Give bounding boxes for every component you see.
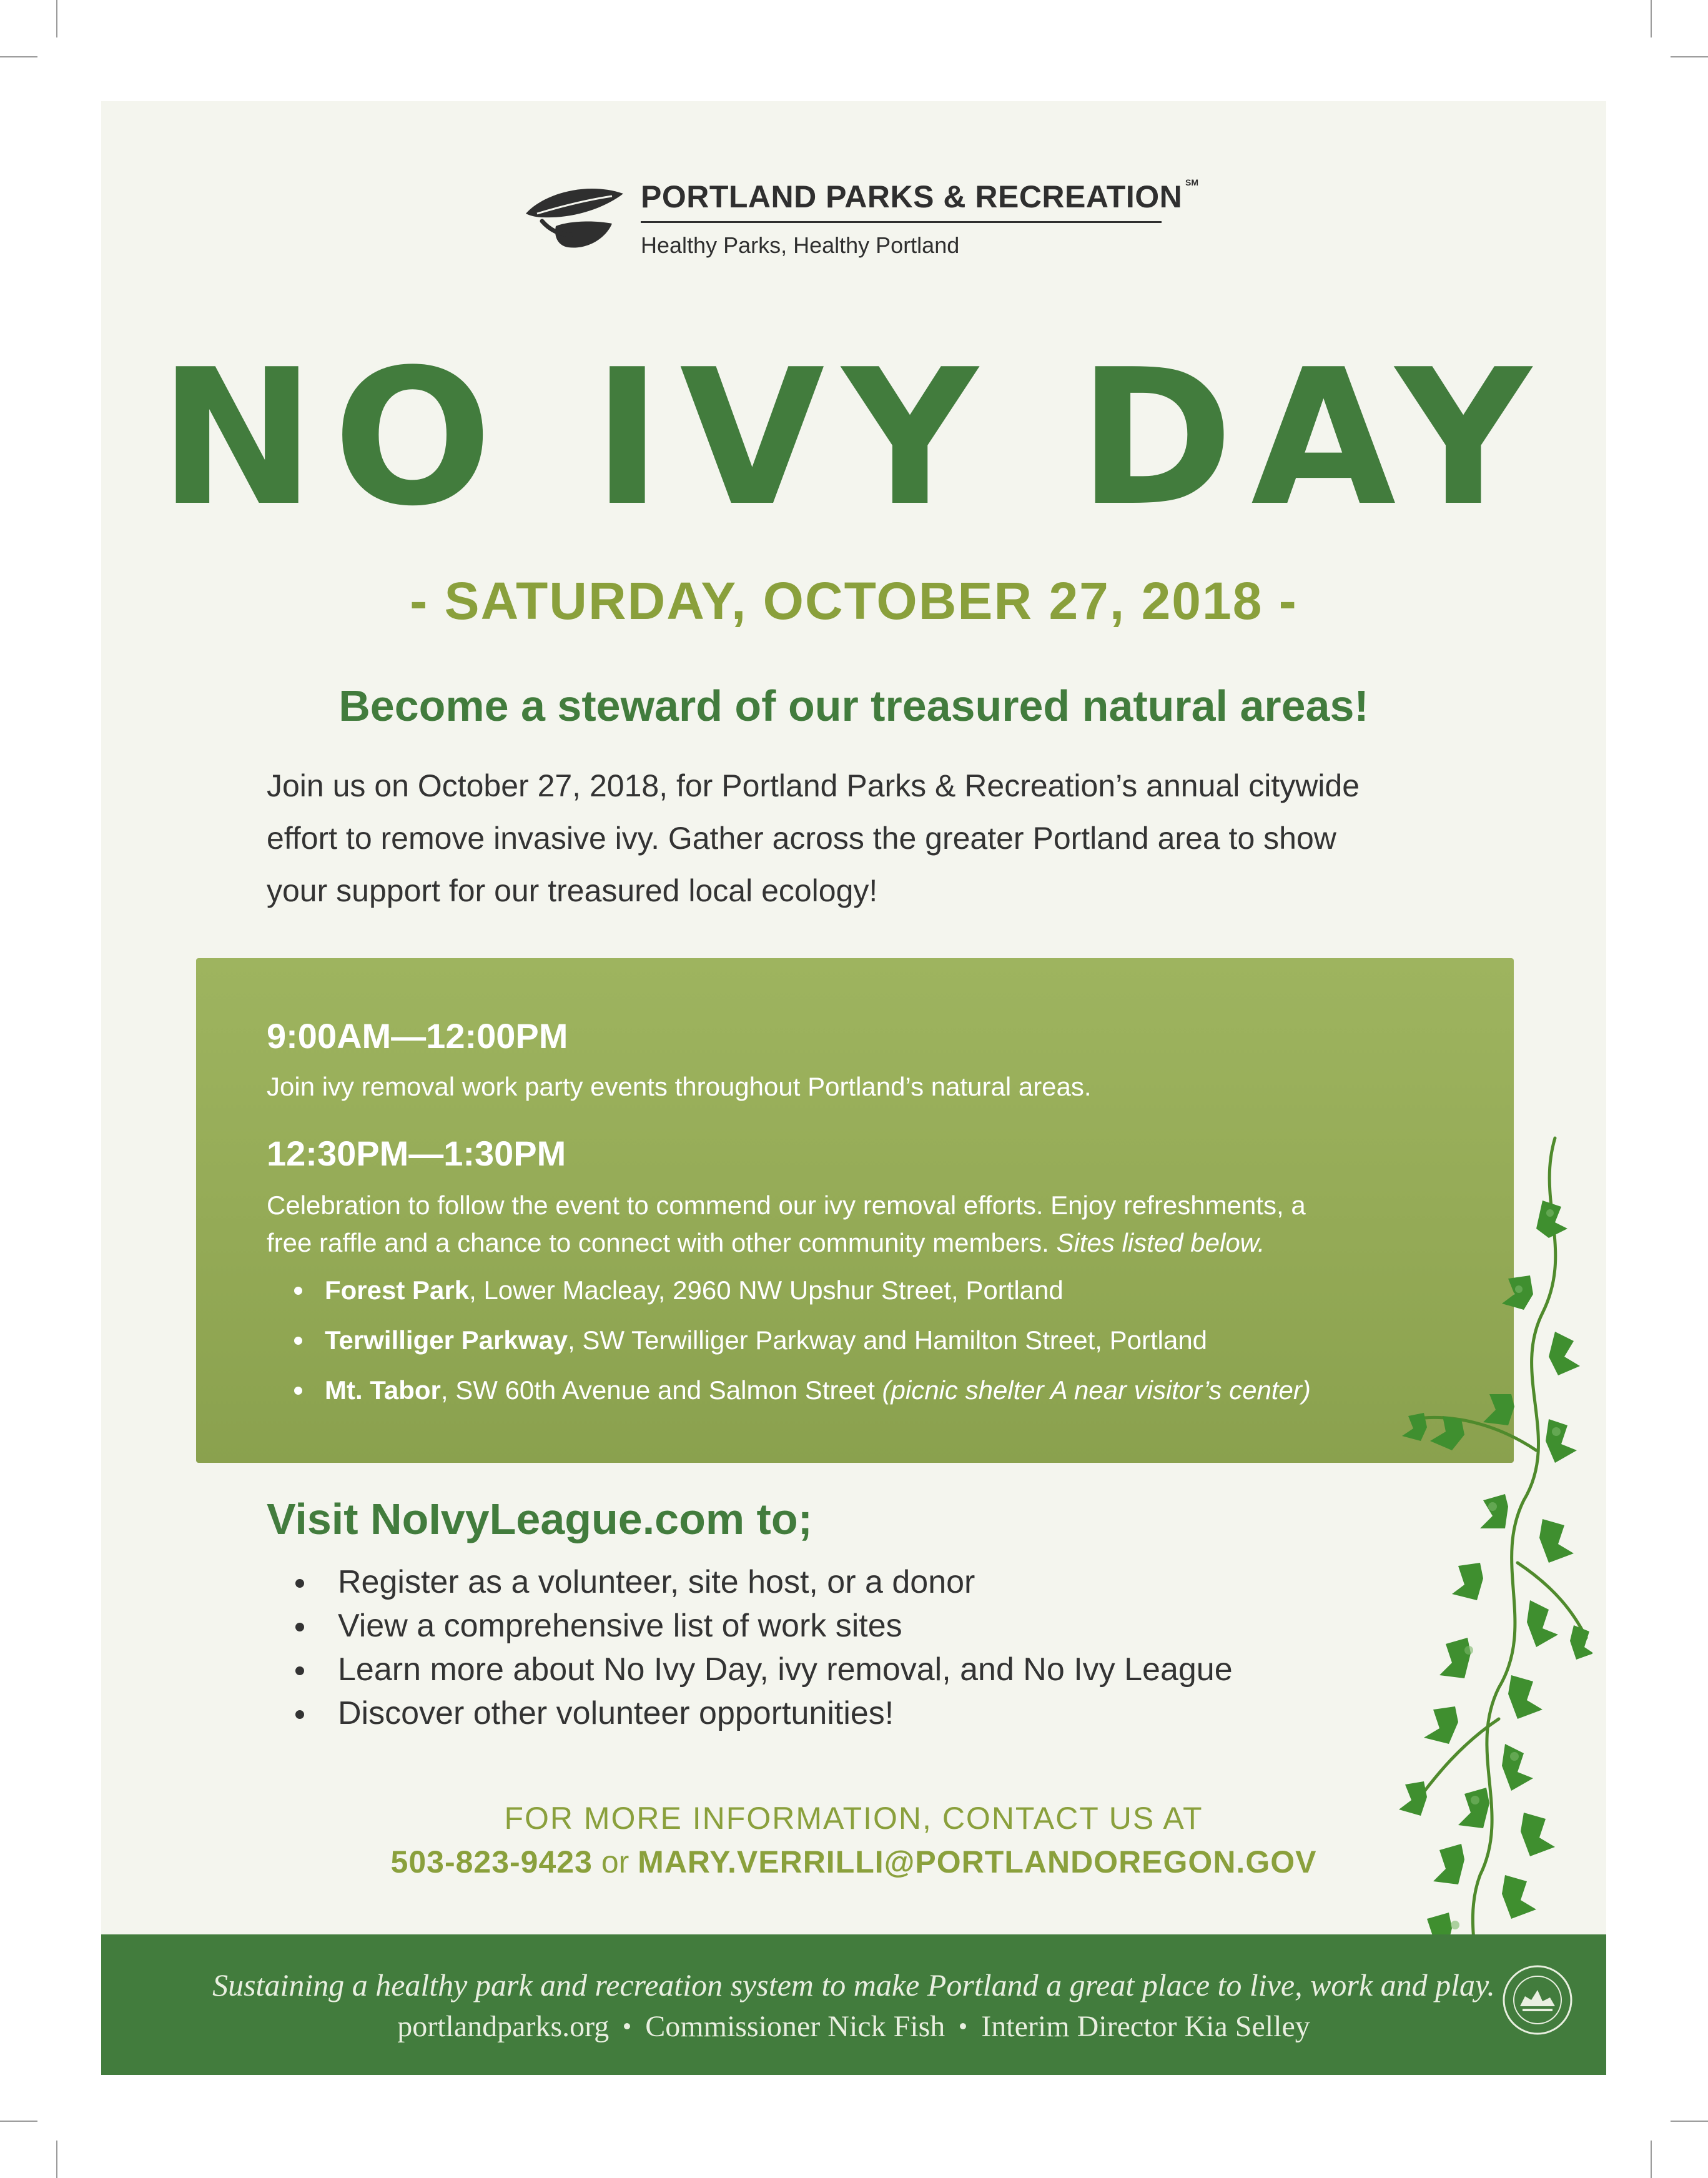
crop-mark: [1671, 56, 1708, 57]
separator-dot: [624, 2023, 630, 2029]
brand-name: PORTLAND PARKS & RECREATION: [641, 179, 1183, 214]
site-item-mt-tabor: [267, 1370, 1311, 1420]
flyer-page: [101, 101, 1606, 2075]
leaf-hands-icon: [518, 182, 631, 257]
intro-line: Join us on October 27, 2018, for Portland Parks & Recreation’s annual citywide: [267, 768, 1360, 803]
footer-website-link[interactable]: portlandparks.org: [397, 2010, 610, 2043]
brand-divider: [641, 221, 1162, 223]
footer-commissioner: Commissioner Nick Fish: [645, 2010, 945, 2043]
event-tagline: Become a steward of our treasured natural areas!: [338, 681, 1369, 730]
site-detail: , SW Terwilliger Parkway and Hamilton Street, Portland: [568, 1325, 1208, 1355]
site-detail: , Lower Macleay, 2960 NW Upshur Street, Portland: [469, 1275, 1064, 1305]
footer-director: Interim Director Kia Selley: [981, 2010, 1310, 2043]
footer-bar: [101, 1934, 1606, 2075]
list-item: Register as a volunteer, site host, or a donor: [267, 1560, 1233, 1604]
session-1-time: 9:00AM—12:00PM: [267, 1016, 568, 1056]
event-title: NO IVY DAY: [159, 329, 1549, 547]
contact-phone[interactable]: 503-823-9423: [390, 1844, 593, 1879]
crop-mark: [0, 2121, 37, 2122]
separator-dot: [960, 2023, 966, 2029]
schedule-box: [196, 958, 1514, 1463]
ivy-vine-icon: [1386, 1126, 1592, 2019]
contact-heading: FOR MORE INFORMATION, CONTACT US AT: [504, 1801, 1203, 1836]
contact-email[interactable]: MARY.VERRILLI@PORTLANDOREGON.GOV: [638, 1844, 1317, 1879]
site-name: Forest Park: [325, 1275, 470, 1305]
site-name: Terwilliger Parkway: [325, 1325, 568, 1355]
site-item-terwilliger: [267, 1320, 1311, 1370]
crop-mark: [56, 0, 57, 37]
site-item-forest-park: [267, 1270, 1311, 1320]
footer-credits: [101, 2009, 1606, 2044]
crop-mark: [0, 56, 37, 57]
visit-list: [267, 1560, 1233, 1735]
intro-paragraph: [267, 760, 1503, 917]
crop-mark: [56, 2141, 57, 2178]
site-list: [267, 1270, 1311, 1420]
visit-heading: Visit NoIvyLeague.com to;: [267, 1495, 812, 1543]
crop-mark: [1671, 2121, 1708, 2122]
footer-motto: Sustaining a healthy park and recreation system to make Portland a great place to live, work and play.: [212, 1968, 1495, 2002]
session-2-line-1: Celebration to follow the event to commend our ivy removal efforts. Enjoy refreshments, a: [267, 1190, 1306, 1220]
list-item: Discover other volunteer opportunities!: [267, 1691, 1233, 1735]
event-date: - SATURDAY, OCTOBER 27, 2018 -: [410, 572, 1298, 630]
crop-mark: [1651, 0, 1652, 37]
list-item: Learn more about No Ivy Day, ivy removal, and No Ivy League: [267, 1648, 1233, 1691]
site-note: (picnic shelter A near visitor’s center): [882, 1375, 1311, 1405]
brand-logo: [518, 176, 1205, 270]
contact-joiner: or: [592, 1844, 638, 1879]
session-2-description: [267, 1187, 1306, 1262]
site-name: Mt. Tabor: [325, 1375, 441, 1405]
session-2-line-2: [267, 1224, 1306, 1262]
site-detail: , SW 60th Avenue and Salmon Street: [440, 1375, 882, 1405]
service-mark: SM: [1185, 177, 1198, 187]
list-item: View a comprehensive list of work sites: [267, 1604, 1233, 1648]
intro-line: your support for our treasured local ecology!: [267, 873, 878, 908]
session-2-line-2-text: free raffle and a chance to connect with other community members.: [267, 1228, 1049, 1257]
city-seal-icon: [1500, 1963, 1575, 2037]
session-1-description: Join ivy removal work party events throughout Portland’s natural areas.: [267, 1072, 1092, 1101]
session-2-time: 12:30PM—1:30PM: [267, 1134, 566, 1173]
contact-details: [101, 1844, 1606, 1880]
intro-line: effort to remove invasive ivy. Gather across the greater Portland area to show: [267, 821, 1336, 856]
brand-tagline: Healthy Parks, Healthy Portland: [641, 232, 960, 258]
sites-note: Sites listed below.: [1056, 1228, 1265, 1257]
crop-mark: [1651, 2141, 1652, 2178]
